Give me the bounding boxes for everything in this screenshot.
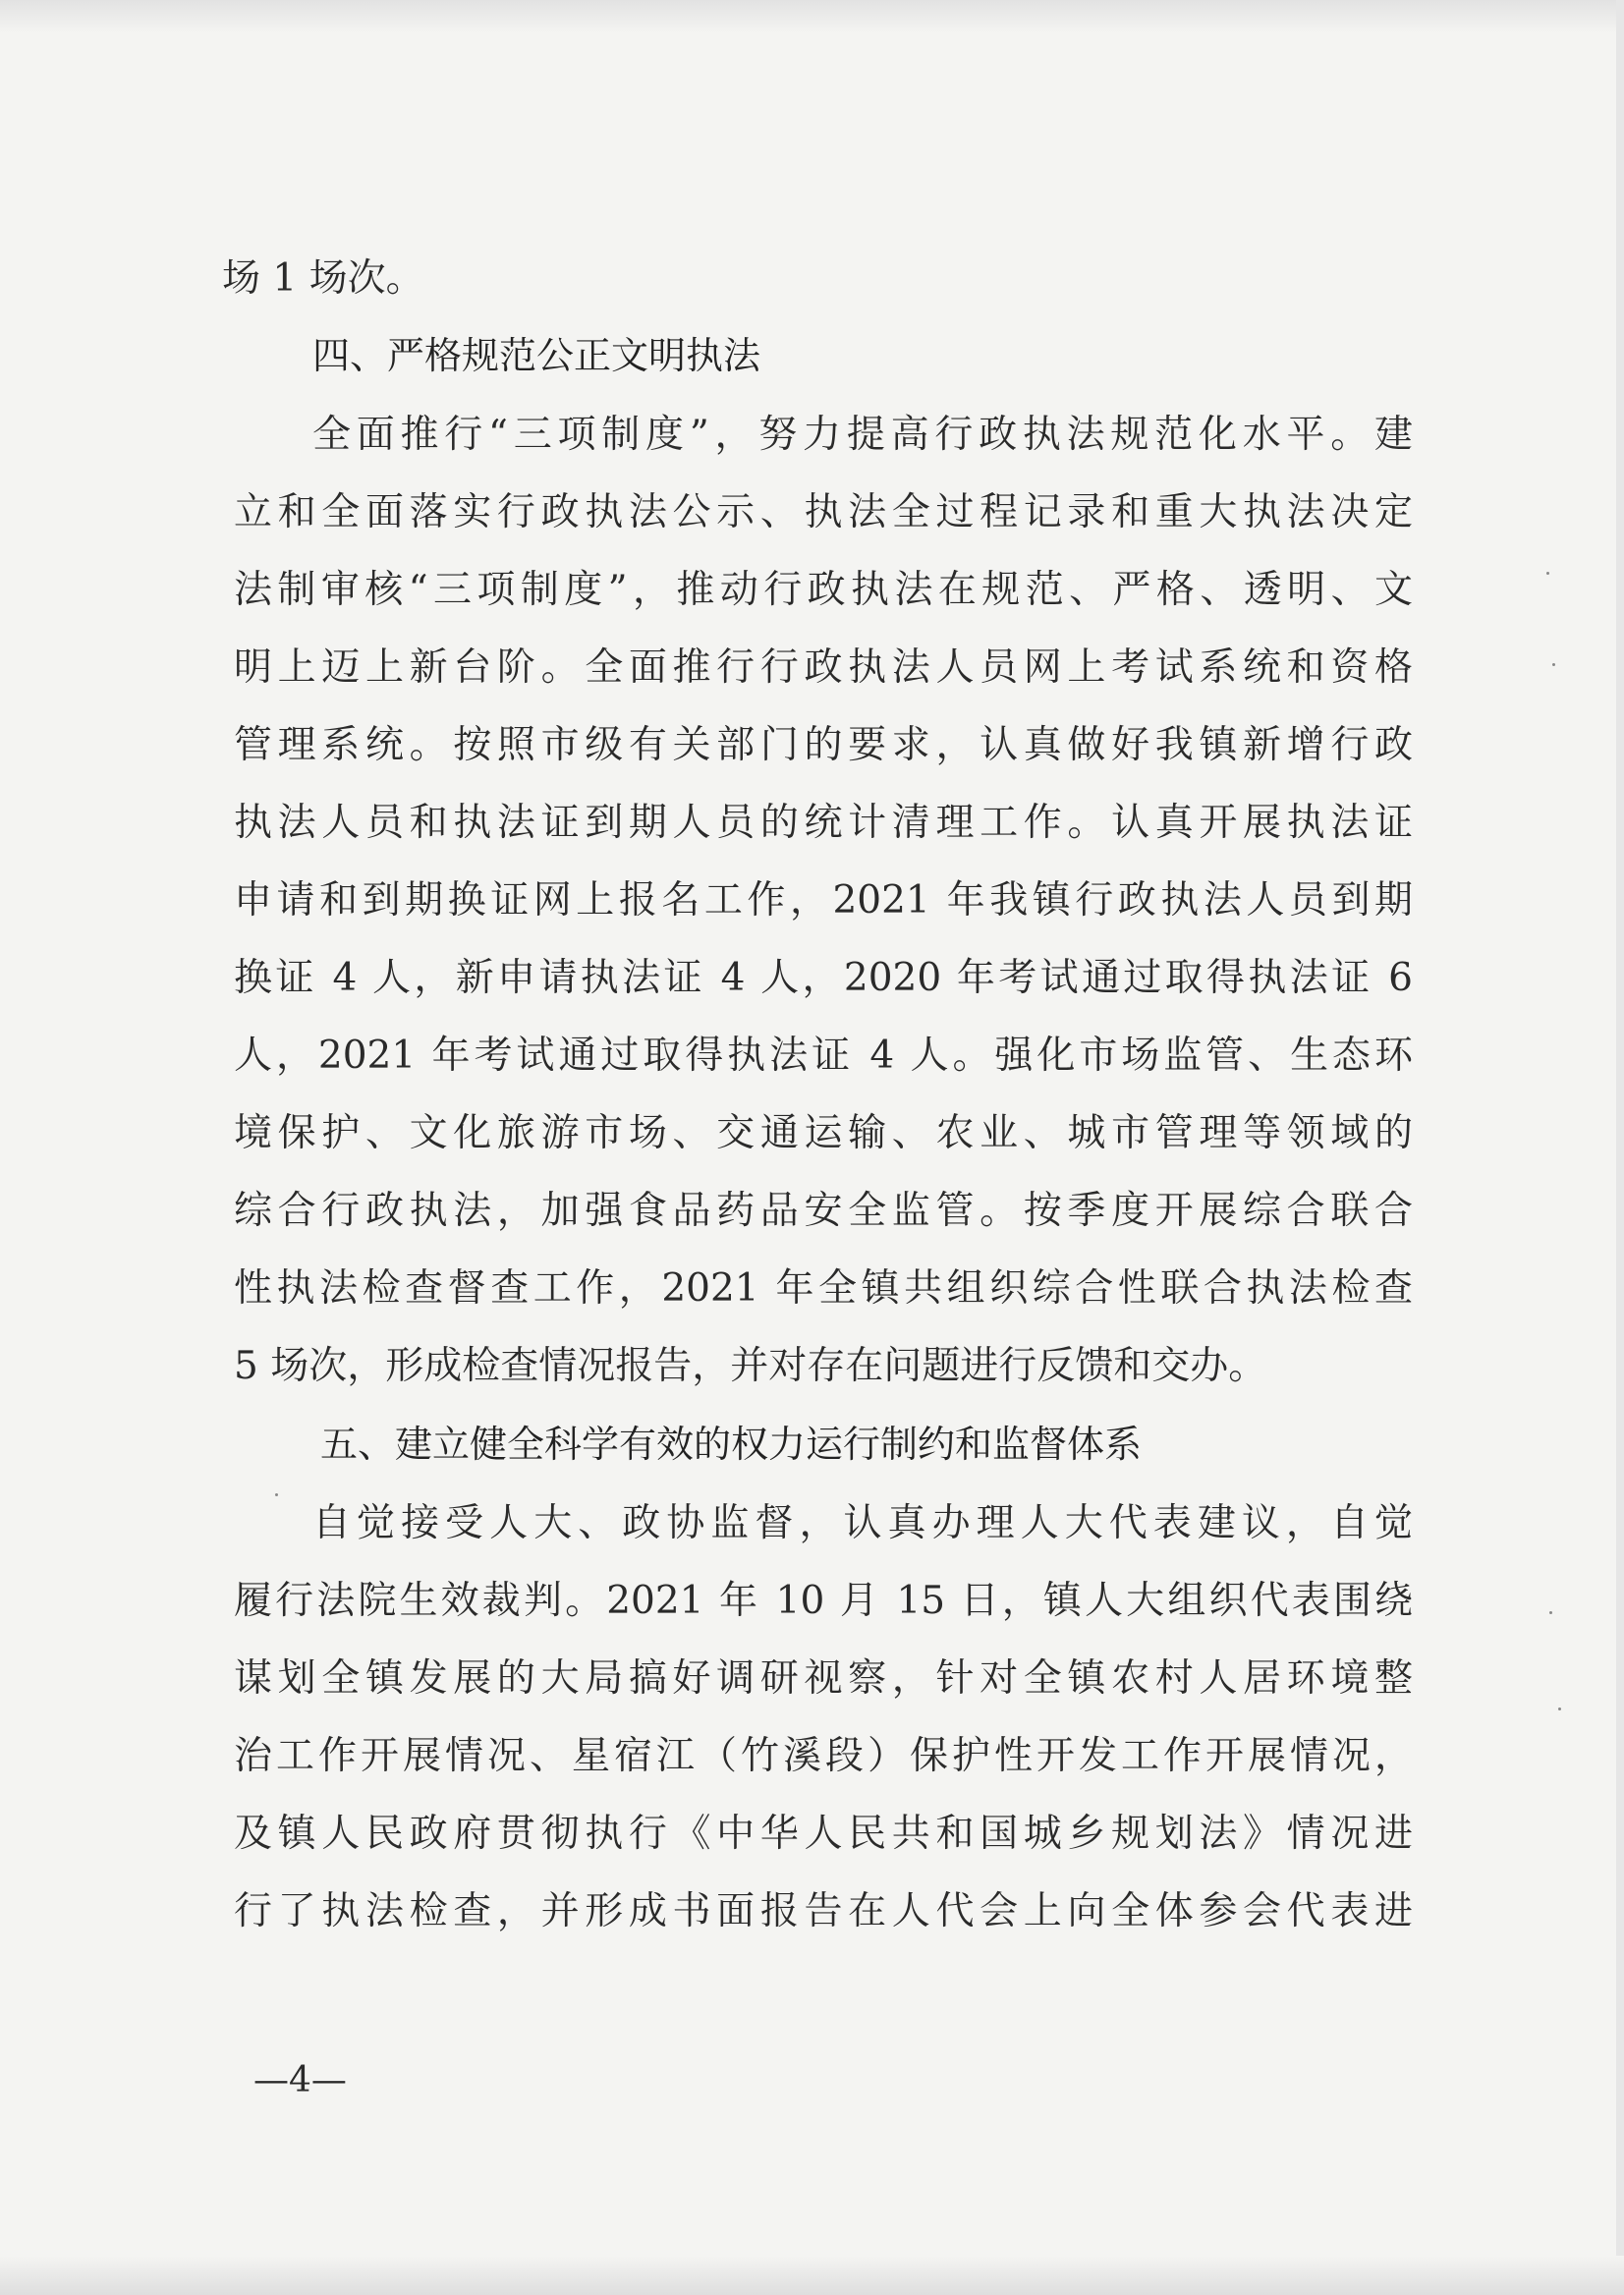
section4-line: 执法人员和执法证到期人员的统计清理工作。认真开展执法证	[234, 801, 1413, 845]
scan-speck	[1558, 1707, 1561, 1710]
section4-line: 换证 4 人，新申请执法证 4 人，2020 年考试通过取得执法证 6	[234, 956, 1413, 1000]
scan-edge-bottom	[0, 2256, 1624, 2295]
page-number: —4—	[253, 2060, 347, 2100]
section4-line: 全面推行“三项制度”，努力提高行政执法规范化水平。建	[312, 413, 1413, 457]
section-heading-4: 四、严格规范公正文明执法	[312, 334, 761, 377]
section5-line: 谋划全镇发展的大局搞好调研视察，针对全镇农村人居环境整	[234, 1656, 1413, 1701]
section4-line: 立和全面落实行政执法公示、执法全过程记录和重大执法决定	[234, 490, 1413, 534]
section4-line: 5 场次，形成检查情况报告，并对存在问题进行反馈和交办。	[234, 1344, 1267, 1388]
section4-line: 综合行政执法，加强食品药品安全监管。按季度开展综合联合	[234, 1189, 1413, 1233]
scan-edge-top	[0, 0, 1624, 33]
section4-line: 性执法检查督查工作，2021 年全镇共组织综合性联合执法检查	[234, 1266, 1413, 1311]
section5-line: 及镇人民政府贯彻执行《中华人民共和国城乡规划法》情况进	[234, 1812, 1413, 1856]
section4-line: 境保护、文化旅游市场、交通运输、农业、城市管理等领域的	[234, 1111, 1413, 1155]
scan-speck	[1552, 663, 1555, 666]
section4-line: 管理系统。按照市级有关部门的要求，认真做好我镇新增行政	[234, 723, 1413, 767]
section4-line: 申请和到期换证网上报名工作，2021 年我镇行政执法人员到期	[234, 878, 1413, 923]
section4-line: 人，2021 年考试通过取得执法证 4 人。强化市场监管、生态环	[234, 1034, 1413, 1078]
section4-line: 法制审核“三项制度”，推动行政执法在规范、严格、透明、文	[234, 568, 1413, 612]
continuation-line: 场 1 场次。	[222, 256, 424, 301]
section5-line: 履行法院生效裁判。2021 年 10 月 15 日，镇人大组织代表围绕	[234, 1579, 1413, 1623]
scan-speck	[275, 1493, 278, 1496]
scan-speck	[1546, 572, 1549, 575]
section5-line: 治工作开展情况、星宿江（竹溪段）保护性开发工作开展情况，	[234, 1734, 1413, 1778]
scan-speck	[1549, 1611, 1552, 1614]
section5-line: 自觉接受人大、政协监督，认真办理人大代表建议，自觉	[312, 1501, 1413, 1545]
section-heading-5: 五、建立健全科学有效的权力运行制约和监督体系	[320, 1423, 1143, 1466]
section4-line: 明上迈上新台阶。全面推行行政执法人员网上考试系统和资格	[234, 645, 1413, 690]
scan-edge-right	[1616, 0, 1624, 2295]
section5-line: 行了执法检查，并形成书面报告在人代会上向全体参会代表进	[234, 1889, 1413, 1933]
